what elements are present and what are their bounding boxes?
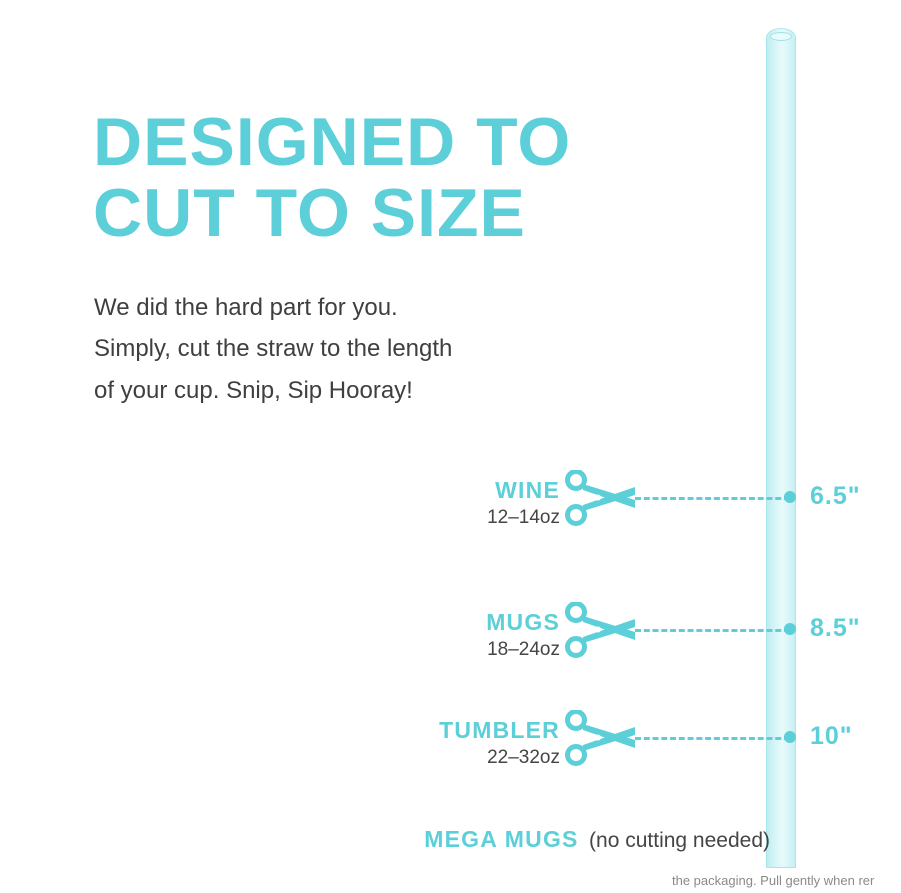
scissors-icon (565, 710, 643, 766)
measurement-row-mega-mugs (300, 826, 770, 853)
straw-top-opening (770, 32, 792, 41)
row-capacity-wine: 12–14oz (487, 507, 560, 529)
scissors-icon (565, 602, 643, 658)
measurement-row-wine (380, 478, 890, 538)
row-length-tumbler: 10" (810, 722, 853, 750)
bottom-caption: the packaging. Pull gently when rer (672, 873, 875, 888)
body-copy-line-2: Simply, cut the straw to the length (94, 335, 453, 363)
row-name-mega-mugs: MEGA MUGS (424, 826, 579, 852)
leader-line-wine (635, 497, 790, 500)
headline-line-1: DESIGNED TO (93, 104, 572, 180)
leader-dot-wine (784, 491, 796, 503)
leader-dot-tumbler (784, 731, 796, 743)
body-copy (94, 287, 614, 411)
measurement-row-mugs (380, 610, 890, 670)
row-name-tumbler: TUMBLER (439, 717, 560, 743)
headline-line-2: CUT TO SIZE (93, 174, 526, 251)
body-copy-line-1: We did the hard part for you. (94, 294, 398, 321)
row-labels-tumbler (330, 718, 560, 769)
body-copy-line-3: of your cup. Snip, Sip Hooray! (94, 376, 413, 404)
page-title (93, 104, 693, 251)
row-capacity-mugs: 18–24oz (487, 639, 560, 661)
leader-dot-mugs (784, 623, 796, 635)
leader-line-mugs (635, 629, 790, 632)
row-labels-mugs (330, 610, 560, 661)
row-labels-wine (330, 478, 560, 529)
row-name-mugs: MUGS (486, 609, 560, 635)
leader-line-tumbler (635, 737, 790, 740)
row-name-wine: WINE (495, 477, 560, 503)
row-length-wine: 6.5" (810, 482, 861, 510)
scissors-icon (565, 470, 643, 526)
row-note-mega-mugs: (no cutting needed) (589, 829, 770, 852)
measurement-row-tumbler (380, 718, 890, 778)
row-length-mugs: 8.5" (810, 614, 861, 642)
row-capacity-tumbler: 22–32oz (487, 747, 560, 769)
